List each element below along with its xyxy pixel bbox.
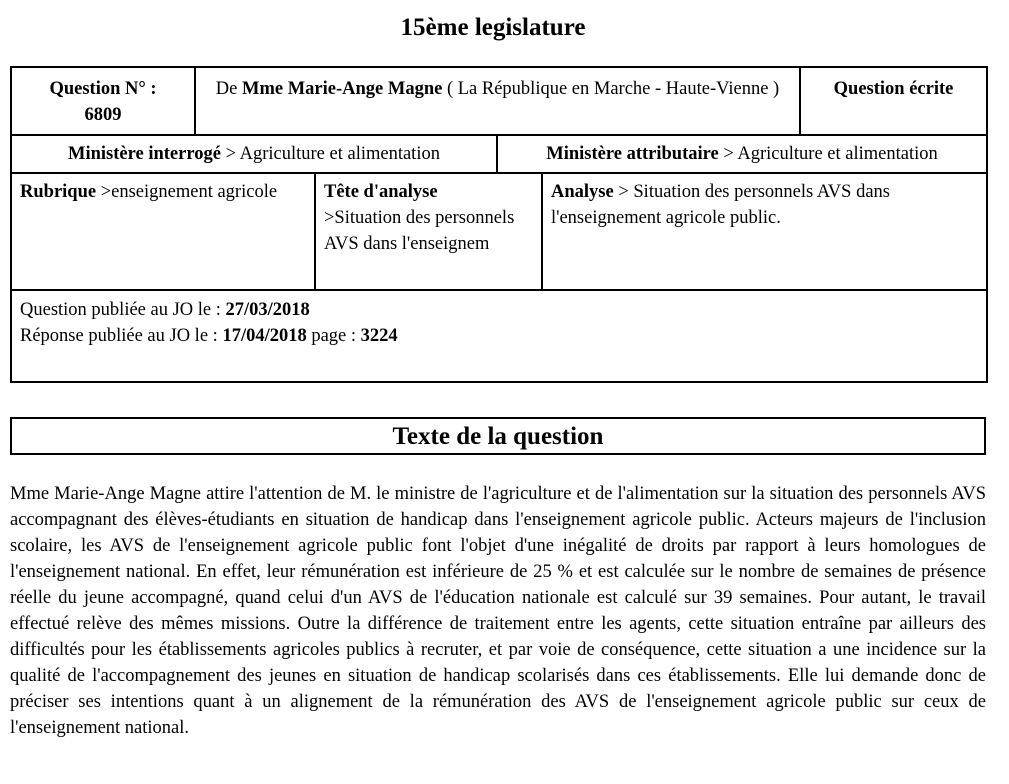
question-number: 6809 xyxy=(84,105,122,125)
author-group: ( La République en Marche - Haute-Vienne ) xyxy=(446,79,780,99)
rubrique-value: >enseignement agricole xyxy=(100,182,278,202)
tete-analyse-cell xyxy=(315,173,542,290)
page-number: 3224 xyxy=(360,326,398,346)
ministere-interroge-value: > Agriculture et alimentation xyxy=(225,144,440,164)
analyse-label: Analyse xyxy=(551,182,614,202)
ministere-attributaire-cell xyxy=(497,135,987,173)
question-publication-label: Question publiée au JO le : xyxy=(20,300,221,320)
author-cell xyxy=(195,67,800,135)
ministere-attributaire-label: Ministère attributaire xyxy=(546,144,719,164)
author-name: Mme Marie-Ange Magne xyxy=(241,79,443,99)
reponse-publication-label: Réponse publiée au JO le : xyxy=(20,326,218,346)
ministere-interroge-cell xyxy=(11,135,497,173)
question-number-cell xyxy=(11,67,195,135)
question-text: Mme Marie-Ange Magne attire l'attention de M. le ministre de l'agriculture et de l'alimentation sur la situation des personnels AVS accompagnant des élèves-étudiants en situation de handicap dans l'enseignement agricole public. Acteurs majeurs de l'inclusion scolaire, les AVS de l'enseignement agricole public font l'objet d'une inégalité de droits par rapport à leurs homologues de l'enseignement national. En effet, leur rémunération est inférieure de 25 % et est calculée sur le nombre de semaines de présence réelle du jeune accompagné, quand celui d'un AVS de l'éducation nationale est calculé sur 39 semaines. Pour autant, le travail effectué relève des mêmes missions. Outre la différence de traitement entre les agents, cette situation entraîne par ailleurs des difficultés pour les établissements agricoles publics à recruter, et par voie de conséquence, cette situation a une incidence sur la qualité de l'accompagnement des jeunes en situation de handicap scolarisés dans ces établissements. Elle lui demande donc de préciser ses intentions quant à un alignement de la rémunération des AVS de l'enseignement agricole public sur ceux de l'enseignement national. xyxy=(10,484,986,738)
question-number-label: Question N° : xyxy=(49,79,157,99)
ministere-interroge-label: Ministère interrogé xyxy=(68,144,221,164)
rubrique-label: Rubrique xyxy=(20,182,97,202)
page-title: 15ème legislature xyxy=(400,14,586,41)
question-type: Question écrite xyxy=(800,67,987,135)
analyse-cell xyxy=(542,173,987,290)
author-prefix: De xyxy=(215,79,238,99)
tete-analyse-label: Tête d'analyse xyxy=(324,182,438,202)
section-title: Texte de la question xyxy=(10,417,986,455)
publication-cell xyxy=(11,290,987,382)
question-publication-date: 27/03/2018 xyxy=(225,300,310,320)
reponse-publication-date: 17/04/2018 xyxy=(222,326,307,346)
question-info-table xyxy=(10,66,988,383)
reponse-publication-line xyxy=(20,323,978,349)
question-publication-line xyxy=(20,297,978,323)
rubrique-cell xyxy=(11,173,315,290)
page-label: page : xyxy=(311,326,357,346)
ministere-attributaire-value: > Agriculture et alimentation xyxy=(723,144,938,164)
analyse-value: > Situation des personnels AVS dans l'enseignement agricole public. xyxy=(551,182,890,228)
tete-analyse-value: >Situation des personnels AVS dans l'enseignem xyxy=(324,208,515,254)
